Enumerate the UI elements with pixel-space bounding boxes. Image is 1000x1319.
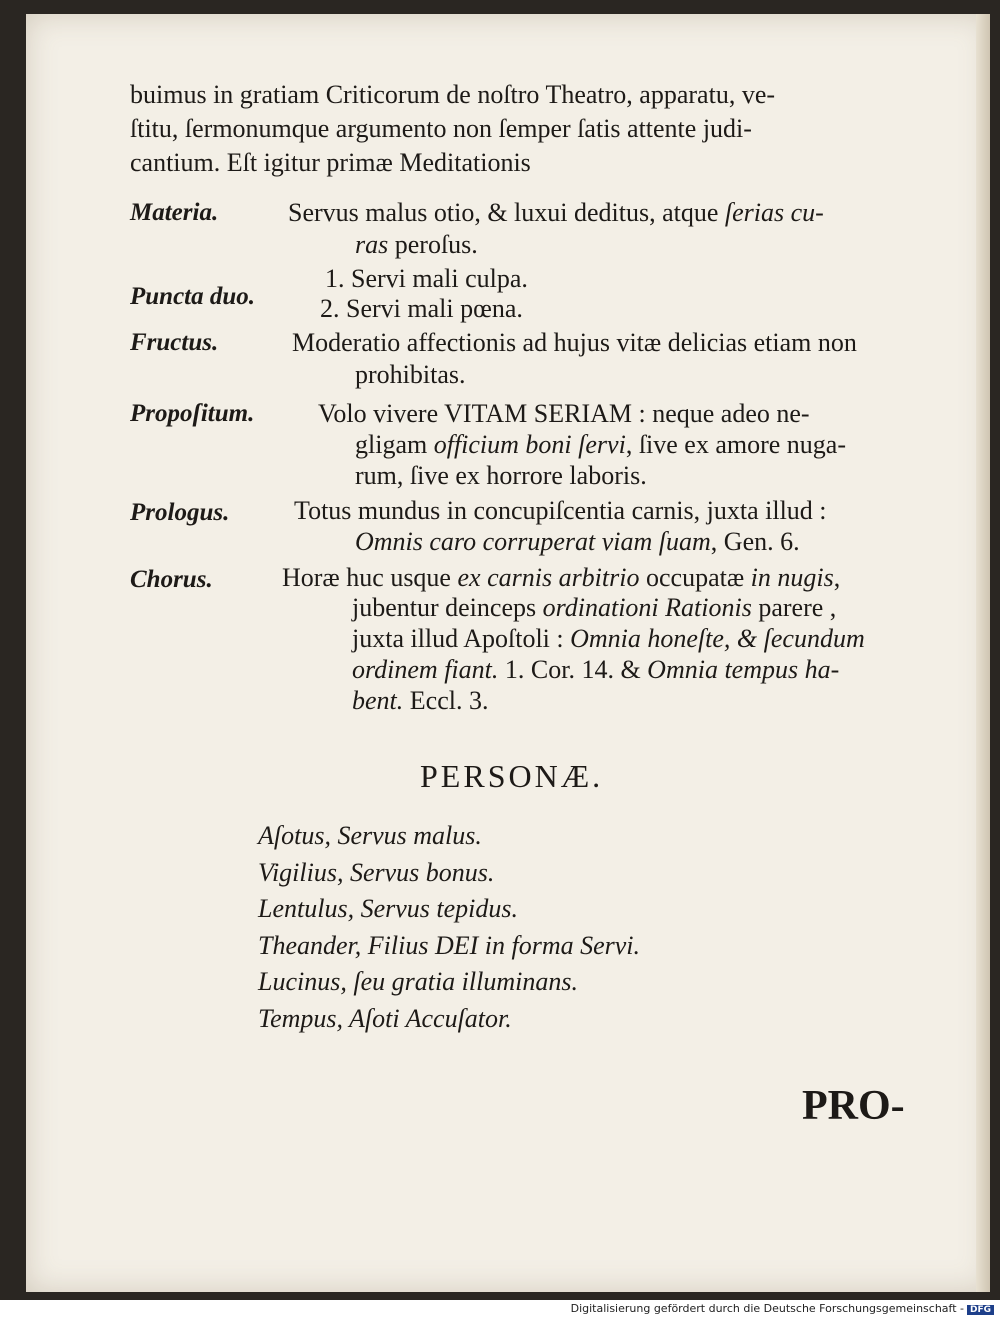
text-span: peroſus. [388,230,478,259]
section-label: Fructus. [130,329,219,356]
section-line [352,591,836,625]
text-span: parere , [751,593,837,622]
personae-list [258,818,640,1037]
text-span: Servus malus otio, & luxui deditus, atque [288,198,725,227]
section-label: Prologus. [130,499,230,526]
section-line [355,428,846,462]
text-span: 1. Cor. 14. & [498,655,648,684]
text-span: , ſive ex amore nuga- [625,430,846,459]
persona-entry: Lentulus, Servus tepidus. [258,894,518,923]
italic-span: ordinationi Rationis [542,593,752,622]
section-line: 1. Servi mali culpa. [325,264,528,293]
section-line [352,622,865,656]
italic-span: ras [355,230,389,259]
section-line [355,228,478,262]
italic-span: Omnis caro corruperat viam ſuam [355,527,711,556]
section-line: Moderatio affectionis ad hujus vitæ delicias etiam non [292,328,857,357]
persona-entry: Theander, Filius DEI in forma Servi. [258,930,641,960]
section-label: Chorus. [130,566,213,593]
intro-paragraph [130,78,910,180]
section-line: rum, ſive ex horrore laboris. [355,461,647,490]
intro-line: cantium. Eſt igitur primæ Meditationis [130,148,531,177]
italic-span: ex carnis arbitrio [457,563,640,592]
section-line [282,561,840,595]
section-label: Puncta duo. [130,283,256,310]
text-span: Eccl. 3. [403,686,489,715]
italic-span: Omnia tempus ha- [647,655,840,684]
section-line: prohibitas. [355,360,466,389]
section-line: Volo vivere VITAM SERIAM : neque adeo ne- [318,399,810,428]
text-span: juxta illud Apoſtoli : [352,624,571,653]
section-line: Totus mundus in concupiſcentia carnis, juxta illud : [294,496,827,525]
text-span: , [833,563,841,592]
personae-heading: PERSONÆ. [420,758,604,794]
text-span: , Gen. 6. [710,527,800,556]
dfg-logo: DFG [967,1305,994,1315]
text-span: occupatæ [639,563,751,592]
italic-span: ſerias cu- [724,198,824,227]
text-span: gligam [355,430,434,459]
text-span: Horæ huc usque [282,563,458,592]
italic-span: officium boni ſervi [433,430,626,459]
digitization-footer [571,1302,994,1315]
italic-span: in nugis [750,563,834,592]
text-span: jubentur deinceps [352,593,543,622]
section-label: Materia. [130,199,219,226]
intro-line: ſtitu, ſermonumque argumento non ſemper ſatis attente judi- [130,114,752,143]
persona-entry: Lucinus, ſeu gratia illuminans. [258,967,578,996]
italic-span: bent. [352,686,404,715]
page-edge [976,14,990,1292]
section-label: Propoſitum. [130,400,255,427]
footer-text: Digitalisierung gefördert durch die Deutsche Forschungsgemeinschaft - [570,1302,964,1315]
persona-entry: Aſotus, Servus malus. [258,821,482,850]
italic-span: Omnia honeſte, & ſecundum [570,624,865,653]
section-line [352,684,488,718]
persona-entry: Vigilius, Servus bonus. [258,857,495,887]
intro-line: buimus in gratiam Criticorum de noſtro Theatro, apparatu, ve- [130,80,776,109]
section-line [352,653,839,687]
section-line [288,196,824,230]
persona-entry: Tempus, Aſoti Accuſator. [258,1003,512,1033]
section-line [355,525,800,559]
catchword: PRO- [802,1083,905,1129]
section-line: 2. Servi mali pœna. [320,294,523,323]
italic-span: ordinem fiant. [352,655,499,684]
